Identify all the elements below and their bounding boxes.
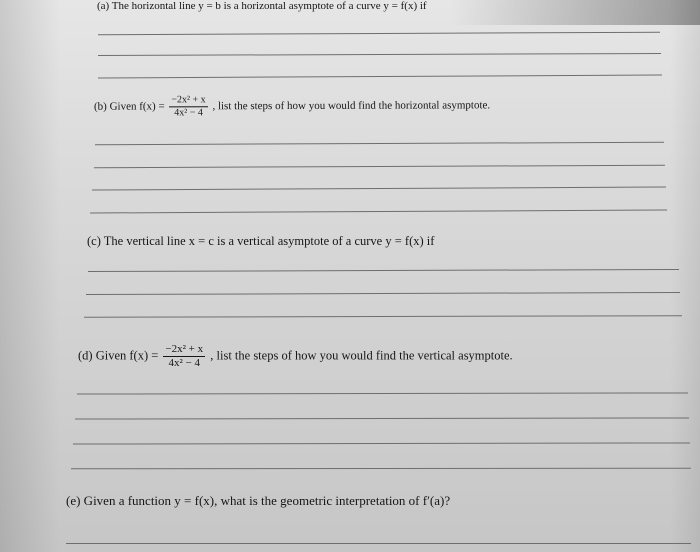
question-b-prefix: (b) Given f(x) = [93,100,165,113]
answer-line-d1[interactable] [77,392,688,394]
question-c: (c) The vertical line x = c is a vertical asymptote of a curve y = f(x) if [87,234,435,248]
question-a: (a) The horizontal line y = b is a horizontal asymptote of a curve y = f(x) if [97,0,427,12]
question-d-numerator: −2x² + x [165,343,204,355]
question-b-denominator: 4x² − 4 [174,107,203,119]
question-b-fraction [169,94,207,119]
question-b-numerator: −2x² + x [169,94,207,107]
answer-line-c2[interactable] [86,292,680,295]
answer-line-b1[interactable] [95,142,664,145]
answer-line-b4[interactable] [90,209,667,213]
answer-line-d4[interactable] [71,468,691,470]
question-b-suffix: , list the steps of how you would find the horizontal asymptote. [212,99,491,113]
answer-line-c3[interactable] [84,315,682,318]
answer-line-d3[interactable] [73,442,690,444]
question-d-suffix: , list the steps of how you would find the vertical asymptote. [210,348,513,363]
left-shadow [0,0,60,552]
question-d-fraction [163,343,205,370]
answer-line-a3[interactable] [98,75,662,79]
answer-line-b2[interactable] [94,165,665,168]
question-d [78,343,513,370]
answer-line-e1[interactable] [66,543,691,544]
right-shadow [670,0,700,552]
answer-line-c1[interactable] [88,269,679,272]
answer-line-a1[interactable] [98,32,660,35]
answer-line-d2[interactable] [75,417,689,419]
answer-line-a2[interactable] [98,53,661,56]
question-e: (e) Given a function y = f(x), what is the geometric interpretation of f′(a)? [66,493,451,508]
answer-line-b3[interactable] [92,186,666,190]
top-right-shadow [450,0,700,25]
question-d-denominator: 4x² − 4 [168,357,201,369]
question-b [94,93,490,119]
question-d-prefix: (d) Given f(x) = [78,348,159,363]
